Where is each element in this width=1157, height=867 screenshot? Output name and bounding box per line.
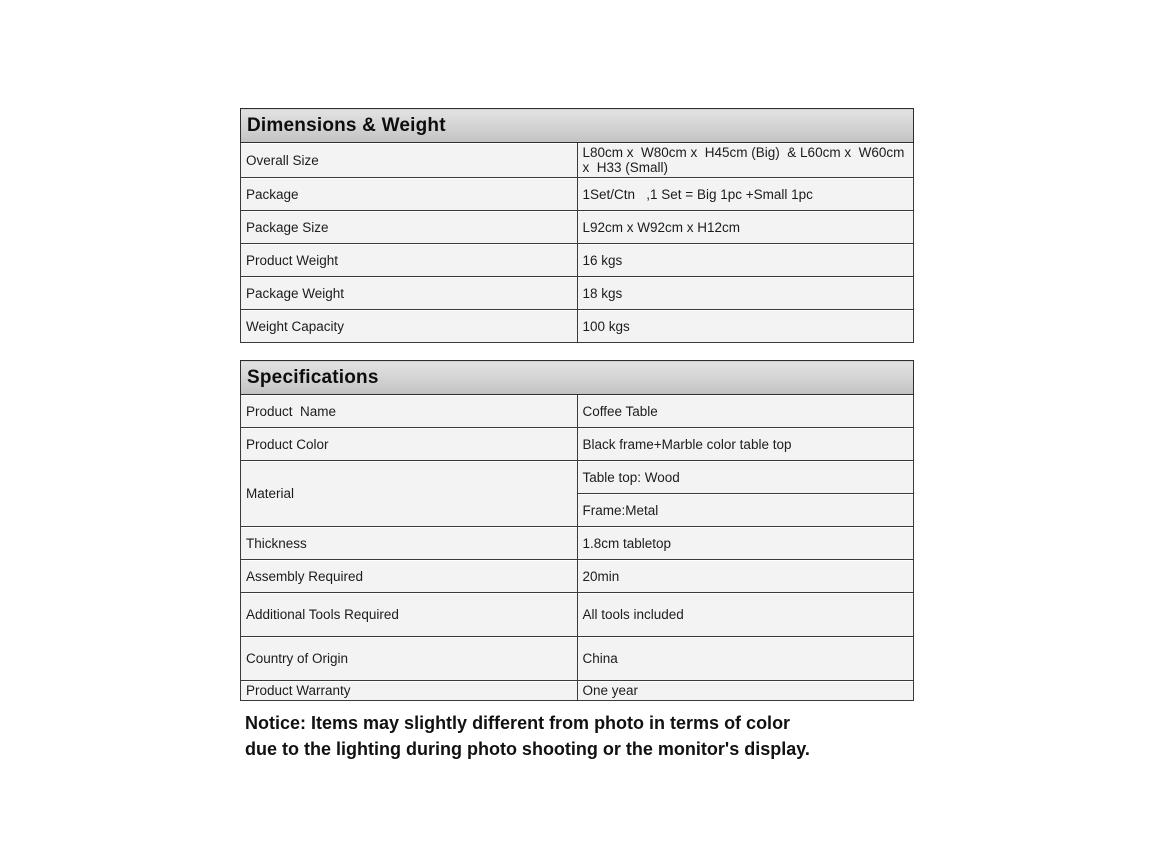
row-value-assembly-required: 20min <box>577 560 914 593</box>
table-row <box>241 244 914 277</box>
notice-line-2: due to the lighting during photo shooting or the monitor's display. <box>245 739 810 760</box>
row-label-assembly-required: Assembly Required <box>241 560 578 593</box>
row-value-material-tabletop: Table top: Wood <box>577 461 914 494</box>
table-row <box>241 681 914 701</box>
row-label-product-warranty: Product Warranty <box>241 681 578 701</box>
table-gap <box>240 343 914 360</box>
row-label-overall-size: Overall Size <box>241 143 578 178</box>
table-row <box>241 560 914 593</box>
row-label-weight-capacity: Weight Capacity <box>241 310 578 343</box>
row-value-weight-capacity: 100 kgs <box>577 310 914 343</box>
row-label-product-weight: Product Weight <box>241 244 578 277</box>
table-row <box>241 428 914 461</box>
row-value-package: 1Set/Ctn ,1 Set = Big 1pc +Small 1pc <box>577 178 914 211</box>
table-row <box>241 527 914 560</box>
product-spec-sheet <box>240 108 914 762</box>
table-header-row <box>241 109 914 143</box>
table-row <box>241 178 914 211</box>
row-label-product-color: Product Color <box>241 428 578 461</box>
specifications-title: Specifications <box>241 361 914 395</box>
notice-line-1: Notice: Items may slightly different from photo in terms of color <box>245 713 791 733</box>
table-header-row <box>241 361 914 395</box>
row-label-package-size: Package Size <box>241 211 578 244</box>
dimensions-weight-title: Dimensions & Weight <box>241 109 914 143</box>
row-label-product-name: Product Name <box>241 395 578 428</box>
row-label-thickness: Thickness <box>241 527 578 560</box>
row-label-material: Material <box>241 461 578 527</box>
row-value-package-size: L92cm x W92cm x H12cm <box>577 211 914 244</box>
table-row <box>241 211 914 244</box>
row-value-product-name: Coffee Table <box>577 395 914 428</box>
row-value-product-warranty: One year <box>577 681 914 701</box>
row-value-product-color: Black frame+Marble color table top <box>577 428 914 461</box>
table-row <box>241 637 914 681</box>
row-value-material-frame: Frame:Metal <box>577 494 914 527</box>
dimensions-weight-table <box>240 108 914 343</box>
table-row <box>241 143 914 178</box>
row-value-overall-size: L80cm x W80cm x H45cm (Big) & L60cm x W60cm x H33 (Small) <box>577 143 914 178</box>
row-value-thickness: 1.8cm tabletop <box>577 527 914 560</box>
row-label-package-weight: Package Weight <box>241 277 578 310</box>
table-row <box>241 395 914 428</box>
row-value-package-weight: 18 kgs <box>577 277 914 310</box>
row-label-package: Package <box>241 178 578 211</box>
table-row <box>241 593 914 637</box>
table-row <box>241 310 914 343</box>
row-value-product-weight: 16 kgs <box>577 244 914 277</box>
row-label-country-of-origin: Country of Origin <box>241 637 578 681</box>
row-value-country-of-origin: China <box>577 637 914 681</box>
table-row <box>241 461 914 494</box>
specifications-table <box>240 360 914 701</box>
notice-text <box>240 710 920 762</box>
row-value-additional-tools: All tools included <box>577 593 914 637</box>
row-label-additional-tools: Additional Tools Required <box>241 593 578 637</box>
table-row <box>241 277 914 310</box>
